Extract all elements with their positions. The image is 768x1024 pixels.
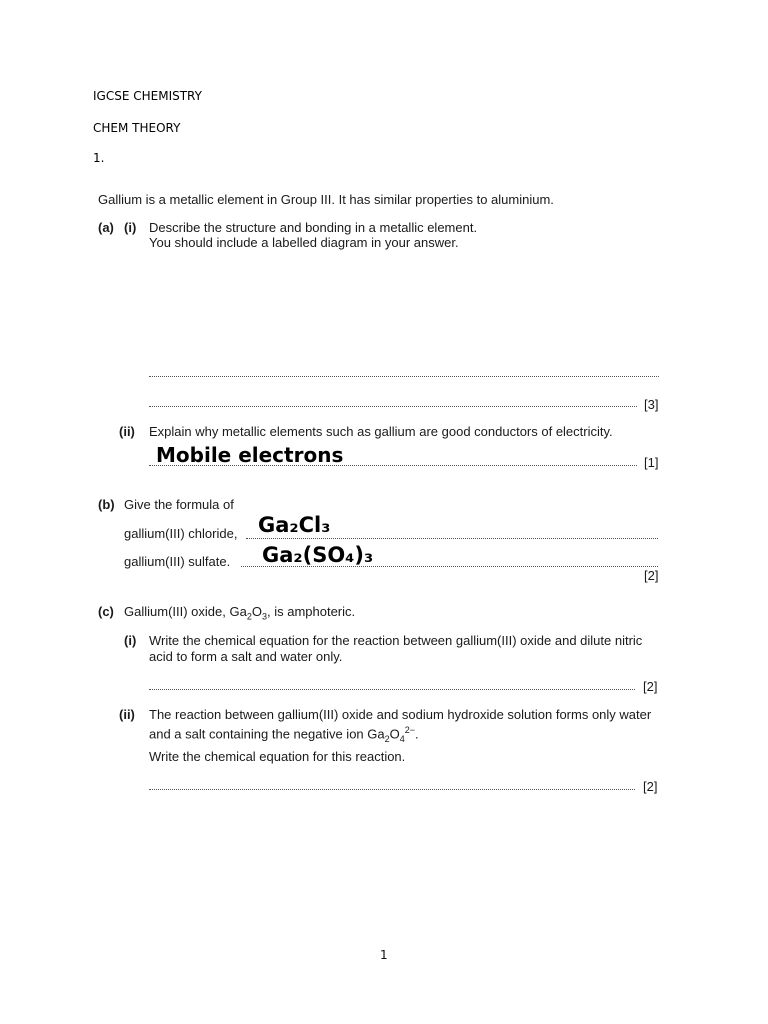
chloride-label: gallium(III) chloride, — [124, 526, 238, 541]
part-b-label: (b) — [98, 497, 115, 512]
answer-line[interactable] — [241, 566, 658, 567]
part-c-ii-line2: and a salt containing the negative ion $Ga_2O_4^{2-}$. — [149, 725, 419, 744]
answer-line[interactable] — [149, 376, 659, 377]
question-number: 1. — [93, 151, 105, 165]
intro-text: Gallium is a metallic element in Group III. It has similar properties to aluminium. — [98, 192, 554, 207]
marks-c-ii: [2] — [643, 779, 658, 794]
part-c-ii-line1: The reaction between gallium(III) oxide and sodium hydroxide solution forms only water — [149, 707, 652, 722]
marks-b: [2] — [644, 568, 659, 583]
part-b-text: Give the formula of — [124, 497, 234, 512]
part-c-text: Gallium(III) oxide, $Ga_2O_3$, is amphoteric. — [124, 604, 356, 622]
handwritten-chloride-formula: Ga₂Cl₃ — [258, 513, 331, 537]
part-a-i-line1: Describe the structure and bonding in a metallic element. — [149, 220, 478, 235]
course-title: IGCSE CHEMISTRY — [93, 89, 202, 103]
page-number: 1 — [380, 948, 388, 962]
part-a-label: (a) — [98, 220, 114, 235]
answer-line[interactable] — [149, 689, 635, 690]
part-c-i-line1: Write the chemical equation for the reaction between gallium(III) oxide and dilute nitric — [149, 633, 643, 648]
part-a-ii-text: Explain why metallic elements such as gallium are good conductors of electricity. — [149, 424, 613, 439]
part-a-ii-label: (ii) — [119, 424, 135, 439]
answer-line[interactable] — [149, 789, 635, 790]
answer-line[interactable] — [246, 538, 658, 539]
marks-a-ii: [1] — [644, 455, 659, 470]
marks-a-i: [3] — [644, 397, 659, 412]
part-a-i-line2: You should include a labelled diagram in your answer. — [149, 235, 459, 250]
part-c-ii-label: (ii) — [119, 707, 135, 722]
part-c-ii-line3: Write the chemical equation for this reaction. — [149, 749, 406, 764]
sulfate-label: gallium(III) sulfate. — [124, 554, 231, 569]
handwritten-sulfate-formula: Ga₂(SO₄)₃ — [262, 543, 374, 567]
part-c-i-label: (i) — [124, 633, 137, 648]
marks-c-i: [2] — [643, 679, 658, 694]
part-c-i-line2: acid to form a salt and water only. — [149, 649, 343, 664]
answer-line[interactable] — [149, 465, 637, 466]
part-a-i-label: (i) — [124, 220, 137, 235]
answer-line[interactable] — [149, 406, 637, 407]
section-title: CHEM THEORY — [93, 121, 181, 135]
handwritten-answer-a-ii: Mobile electrons — [156, 443, 344, 467]
part-c-label: (c) — [98, 604, 114, 619]
